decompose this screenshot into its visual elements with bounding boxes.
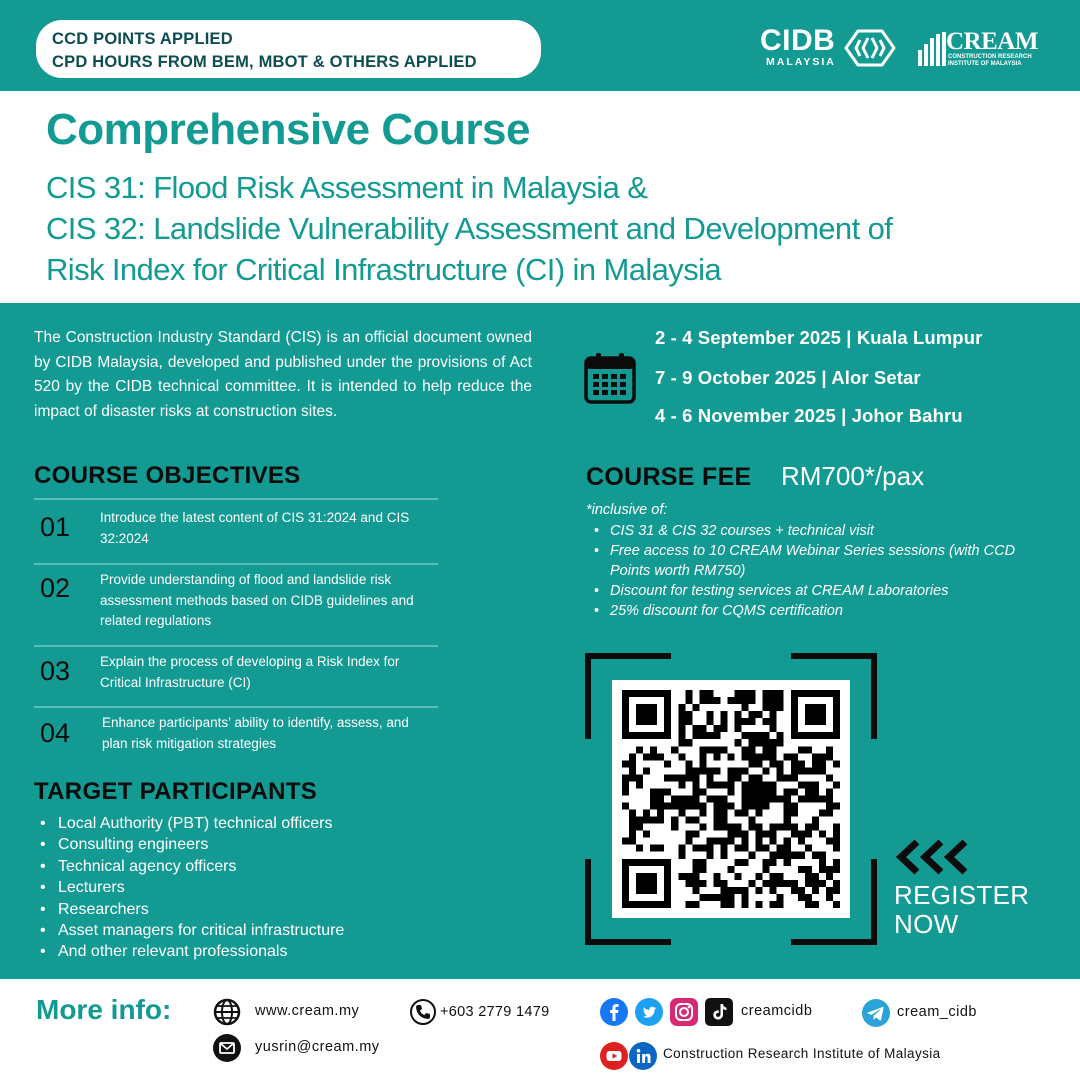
objective-text: Explain the process of developing a Risk Index for Critical Infrastructure (CI) [100,654,400,690]
social-handle[interactable]: creamcidb [741,1003,813,1019]
register-now-button[interactable] [894,881,1029,939]
cream-logo-name: CREAM [946,28,1038,55]
email-link[interactable]: yusrin@cream.my [255,1039,380,1055]
list-item: • Discount for testing services at CREAM Laboratories [594,581,1044,601]
qr-code[interactable] [612,680,850,918]
banner-line-1: CCD POINTS APPLIED [52,30,233,48]
objective-item [34,498,438,560]
list-item: • Technical agency officers [40,856,344,877]
objective-number: 03 [40,656,71,686]
session-date: 4 - 6 November 2025 | Johor Bahru [655,405,963,426]
objective-item [34,706,438,766]
cream-sub-line-2: INSTITUTE OF MALAYSIA [948,61,1022,67]
banner-line-2: CPD HOURS FROM BEM, MBOT & OTHERS APPLIED [52,53,477,71]
inclusive-label: *inclusive of: [586,502,668,518]
list-item: • Free access to 10 CREAM Webinar Series sessions (with CCD Points worth RM750) [594,541,1044,581]
objective-item [34,563,438,643]
cidb-logo-name: CIDB [760,24,836,57]
objective-text: Introduce the latest content of CIS 31:2024 and CIS 32:2024 [100,510,410,546]
course-titles [46,167,1036,290]
arrows-icon [895,838,975,876]
cream-building-icon [918,32,948,66]
fee-heading: COURSE FEE [586,463,752,491]
intro-paragraph: The Construction Industry Standard (CIS) is an official document owned by CIDB Malaysia, developed and published under the provisions of Act 520 by the CIDB technical committee. It is intended to help reduce the impact of disaster risks at construction sites. [34,329,532,420]
cidb-mark-icon [844,28,896,68]
list-item: • Lecturers [40,877,344,898]
cidb-logo-sub: MALAYSIA [766,56,836,68]
list-item: • Local Authority (PBT) technical officers [40,813,344,834]
objective-number: 02 [40,573,71,603]
register-line-1: REGISTER [894,880,1030,910]
list-item: • Researchers [40,899,344,920]
instagram-icon[interactable] [670,998,698,1026]
inclusive-list [594,521,1044,621]
organization-name: Construction Research Institute of Malaysia [663,1046,941,1061]
cream-logo-sub [948,54,1032,68]
tiktok-icon[interactable] [705,998,733,1026]
session-date: 7 - 9 October 2025 | Alor Setar [655,367,921,388]
fee-value: RM700*/pax [781,461,925,491]
calendar-icon [584,352,636,404]
cidb-logo [760,24,898,72]
course-title-line-1: CIS 31: Flood Risk Assessment in Malaysia & [46,170,648,205]
objective-number: 01 [40,512,71,542]
phone-icon [409,998,437,1026]
objective-number: 04 [40,718,71,748]
participants-heading: TARGET PARTICIPANTS [34,778,318,805]
telegram-icon[interactable] [862,999,890,1027]
course-title-line-3: Risk Index for Critical Infrastructure (CI) in Malaysia [46,252,722,287]
list-item: • CIS 31 & CIS 32 courses + technical visit [594,521,1044,541]
more-info-label: More info: [36,994,172,1025]
email-icon [213,1034,241,1062]
linkedin-icon[interactable] [629,1042,657,1070]
facebook-icon[interactable] [600,998,628,1026]
accreditation-banner [36,20,541,78]
twitter-icon[interactable] [635,998,663,1026]
list-item: • Asset managers for critical infrastructure [40,920,344,941]
participants-list [40,813,344,963]
objective-item [34,645,438,705]
page-title: Comprehensive Course [46,105,530,154]
objective-text: Enhance participants’ ability to identify, assess, and plan risk mitigation strategies [102,715,409,751]
session-date: 2 - 4 September 2025 | Kuala Lumpur [655,327,983,348]
objectives-heading: COURSE OBJECTIVES [34,462,301,489]
register-line-2: NOW [894,909,959,939]
cream-sub-line-1: CONSTRUCTION RESEARCH [948,54,1032,60]
course-title-line-2: CIS 32: Landslide Vulnerability Assessment and Development of [46,211,893,246]
telegram-handle[interactable]: cream_cidb [897,1004,977,1020]
list-item: • 25% discount for CQMS certification [594,601,1044,621]
website-link[interactable]: www.cream.my [255,1003,360,1019]
list-item: • And other relevant professionals [40,941,344,962]
qr-code-pattern [622,690,840,908]
youtube-icon[interactable] [600,1042,628,1070]
objective-text: Provide understanding of flood and landslide risk assessment methods based on CIDB guidelines and related regulations [100,572,414,628]
phone-link[interactable]: +603 2779 1479 [440,1004,550,1020]
list-item: • Consulting engineers [40,834,344,855]
cream-logo [918,30,1053,70]
globe-icon [213,998,241,1026]
